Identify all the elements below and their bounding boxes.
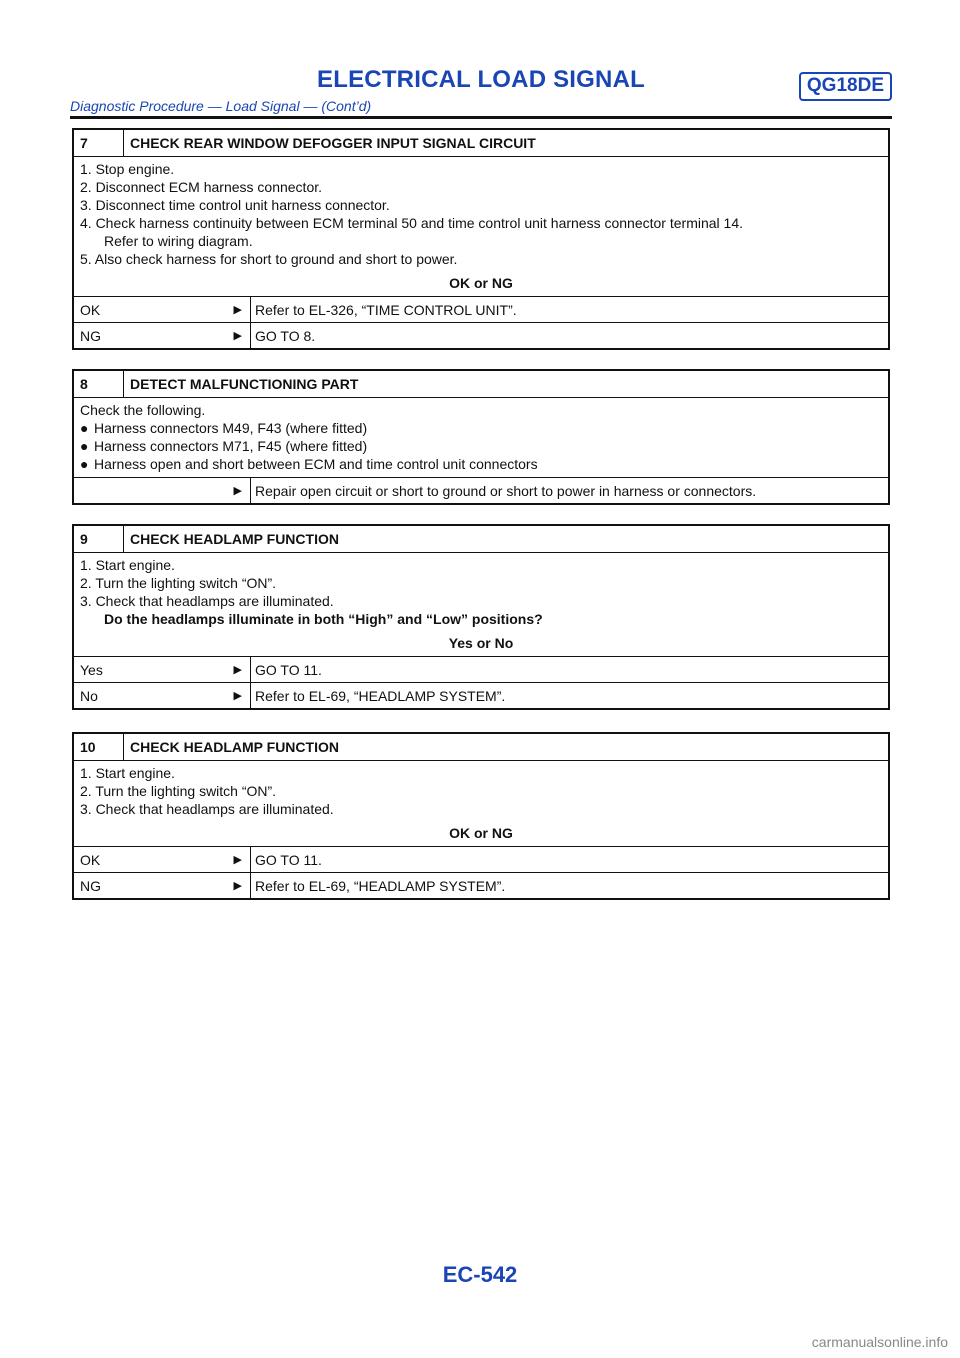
step-number: 9 [74,526,124,552]
result-row [74,683,888,708]
list-item-text: Harness connectors M71, F45 (where fitted) [94,438,368,454]
instruction-line: 2. Turn the lighting switch “ON”. [80,783,277,799]
step-7 [72,128,890,350]
result-label: Yes [80,661,103,678]
header-rule [70,116,892,119]
step-8 [72,369,890,505]
bullet-icon: ● [80,456,89,472]
result-question: OK or NG [449,275,513,291]
step-number: 7 [74,130,124,156]
instruction-line: 3. Disconnect time control unit harness connector. [80,197,390,213]
step-title: CHECK REAR WINDOW DEFOGGER INPUT SIGNAL CIRCUIT [130,135,536,151]
arrow-right-icon: ▶ [233,329,242,342]
step-title: CHECK HEADLAMP FUNCTION [130,531,339,547]
result-question: OK or NG [449,825,513,841]
step-number: 8 [74,371,124,397]
step-body [74,553,888,657]
arrow-right-icon: ▶ [233,853,242,866]
step-header [74,130,888,157]
step-title: DETECT MALFUNCTIONING PART [130,376,359,392]
step-9 [72,524,890,710]
arrow-right-icon: ▶ [233,689,242,702]
result-row [74,847,888,873]
result-action: Refer to EL-69, “HEADLAMP SYSTEM”. [250,873,505,898]
instruction-line: 1. Start engine. [80,765,175,781]
page-subtitle: Diagnostic Procedure — Load Signal — (Cont’d) [70,98,372,114]
result-action: Repair open circuit or short to ground or short to power in harness or connectors. [250,478,756,503]
list-item [80,437,882,455]
page-title: ELECTRICAL LOAD SIGNAL [317,66,645,93]
watermark: carmanualsonline.info [811,1334,948,1350]
result-question: Yes or No [448,635,514,651]
list-item-text: Harness open and short between ECM and time control unit connectors [94,456,538,472]
page-number: EC-542 [442,1262,518,1287]
result-row [74,323,888,348]
page-header [70,66,892,118]
result-action: GO TO 11. [250,847,322,872]
arrow-right-icon: ▶ [233,663,242,676]
instruction-line: 5. Also check harness for short to ground and short to power. [80,251,458,267]
bullet-icon: ● [80,420,89,436]
result-row [74,657,888,683]
bullet-icon: ● [80,438,89,454]
instruction-line: Do the headlamps illuminate in both “High” and “Low” positions? [104,611,543,627]
result-label: No [80,687,98,704]
step-body [74,157,888,297]
result-action: Refer to EL-326, “TIME CONTROL UNIT”. [250,297,517,322]
engine-code-badge: QG18DE [799,72,892,101]
result-label: NG [80,877,101,894]
step-body [74,398,888,478]
step-body [74,761,888,847]
step-number: 10 [74,734,124,760]
step-header [74,371,888,398]
arrow-right-icon: ▶ [233,484,242,497]
result-label: NG [80,327,101,344]
result-action: Refer to EL-69, “HEADLAMP SYSTEM”. [250,683,505,708]
instruction-line: Check the following. [80,402,206,418]
instruction-line: 3. Check that headlamps are illuminated. [80,801,334,817]
step-title: CHECK HEADLAMP FUNCTION [130,739,339,755]
instruction-line: 2. Disconnect ECM harness connector. [80,179,323,195]
instruction-line: 2. Turn the lighting switch “ON”. [80,575,277,591]
step-header [74,734,888,761]
instruction-line: 4. Check harness continuity between ECM terminal 50 and time control unit harness connector terminal 14. [80,215,744,231]
result-action: GO TO 11. [250,657,322,682]
instruction-line: 1. Stop engine. [80,161,175,177]
instruction-line: Refer to wiring diagram. [104,233,253,249]
instruction-line: 1. Start engine. [80,557,175,573]
result-label: OK [80,851,101,868]
list-item-text: Harness connectors M49, F43 (where fitted) [94,420,368,436]
result-row [74,478,888,503]
list-item [80,455,882,473]
result-action: GO TO 8. [250,323,315,348]
result-label: OK [80,301,101,318]
arrow-right-icon: ▶ [233,879,242,892]
result-row [74,297,888,323]
result-row [74,873,888,898]
instruction-line: 3. Check that headlamps are illuminated. [80,593,334,609]
list-item [80,419,882,437]
arrow-right-icon: ▶ [233,303,242,316]
step-10 [72,732,890,900]
step-header [74,526,888,553]
